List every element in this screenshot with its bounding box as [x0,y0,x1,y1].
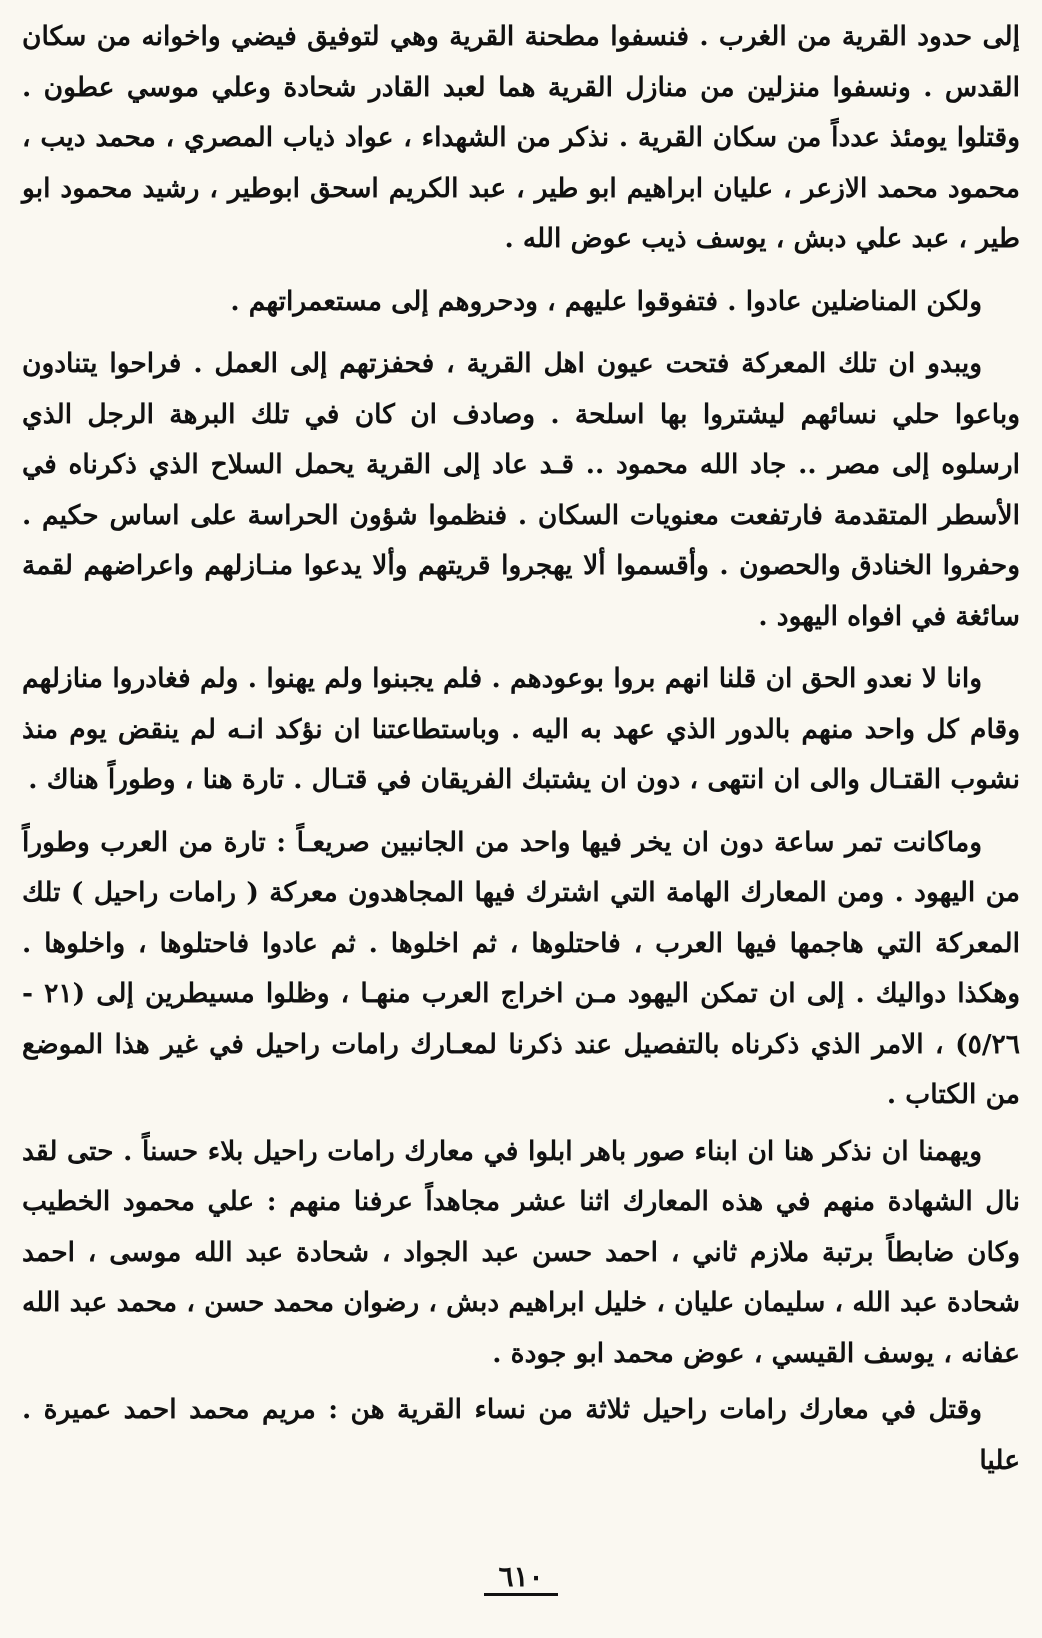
paragraph-6: ويهمنا ان نذكر هنا ان ابناء صور باهر ابلوا في معارك رامات راحيل بلاء حسناً . حتى لقد نال الشهادة منهم في هذه المعارك اثنا عشر مجاهداً عرفنا منهم : علي محمود الخطيب وكان ضابطاً برتبة ملازم ثاني ، احمد حسن عبد الجواد ، شحادة عبد الله موسى ، احمد شحادة عبد الله ، سليمان عليان ، خليل ابراهيم دبش ، رضوان محمد حسن ، محمد عبد الله عفانه ، يوسف القيسي ، عوض محمد ابو جودة . [22,1135,1020,1369]
page-number: ٦١٠ [484,1560,557,1596]
body-text [22,12,1020,1486]
paragraph-2: ولكن المناضلين عادوا . فتفوقوا عليهم ، ودحروهم إلى مستعمراتهم . [230,285,982,317]
page-footer [0,1560,1042,1596]
paragraph-1: إلى حدود القرية من الغرب . فنسفوا مطحنة القرية وهي لتوفيق فيضي واخوانه من سكان القدس . ونسفوا منزلين من منازل القرية هما لعبد القادر شحادة وعلي موسي عطون . وقتلوا يومئذ عدداً من سكان القرية . نذكر من الشهداء ، عواد ذياب المصري ، محمد ديب ، محمود محمد الازعر ، عليان ابراهيم ابو طير ، عبد الكريم اسحق ابوطير ، رشيد محمود ابو طير ، عبد علي دبش ، يوسف ذيب عوض الله . [22,21,1020,254]
paragraph-3: ويبدو ان تلك المعركة فتحت عيون اهل القرية ، فحفزتهم إلى العمل . فراحوا يتنادون وباعوا حلي نسائهم ليشتروا بها اسلحة . وصادف ان كان في تلك البرهة الرجل الذي ارسلوه إلى مصر .. جاد الله محمود .. قـد عاد إلى القرية يحمل السلاح الذي ذكرناه في الأسطر المتقدمة فارتفعت معنويات السكان . فنظموا شؤون الحراسة على اساس حكيم . وحفروا الخنادق والحصون . وأقسموا ألا يهجروا قريتهم وألا يدعوا منـازلهم واعراضهم لقمة سائغة في افواه اليهود . [22,348,1020,632]
paragraph-5: وماكانت تمر ساعة دون ان يخر فيها واحد من الجانبين صريعـاً : تارة من العرب وطوراً من اليهود . ومن المعارك الهامة التي اشترك فيها المجاهدون معركة ( رامات راحيل ) تلك المعركة التي هاجمها فيها العرب ، فاحتلوها ، ثم اخلوها . ثم عادوا فاحتلوها ، واخلوها . وهكذا دواليك . إلى ان تمكن اليهود مـن اخراج العرب منهـا ، وظلوا مسيطرين إلى (٢١ - ٥/٢٦) ، الامر الذي ذكرناه بالتفصيل عند ذكرنا لمعـارك رامات راحيل في غير هذا الموضع من الكتاب . [22,826,1020,1110]
paragraph-4: وانا لا نعدو الحق ان قلنا انهم بروا بوعودهم . فلم يجبنوا ولم يهنوا . ولم فغادروا منازلهم وقام كل واحد منهم بالدور الذي عهد به اليه . وباستطاعتنا ان نؤكد انـه لم ينقض يوم منذ نشوب القتـال والى ان انتهى ، دون ان يشتبك الفريقان في قتـال . تارة هنا ، وطوراً هناك . [22,663,1020,795]
paragraph-7: وقتل في معارك رامات راحيل ثلاثة من نساء القرية هن : مريم محمد احمد عميرة . عليا [22,1394,1020,1476]
